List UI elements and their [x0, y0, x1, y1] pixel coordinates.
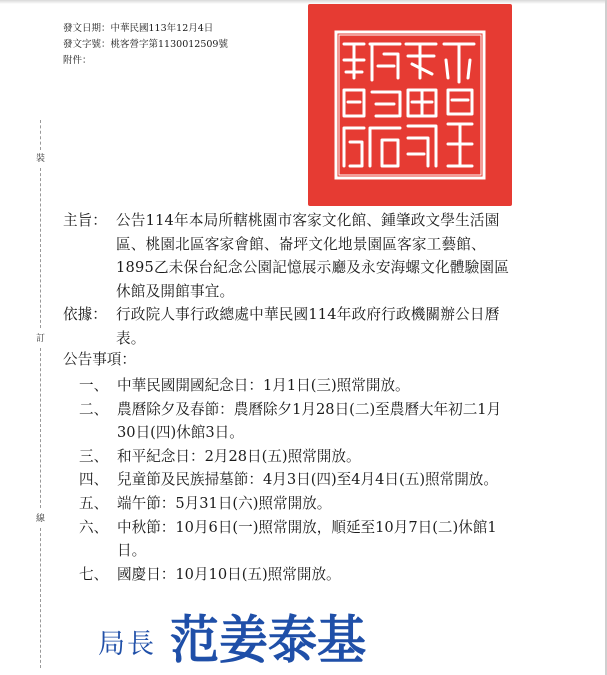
- binding-mark-zhuang: 裝: [36, 154, 46, 164]
- item-number: 三、: [79, 447, 109, 465]
- notice-item: [79, 445, 599, 469]
- meta-number-value: 桃客營字第1130012509號: [110, 39, 228, 50]
- item-text: 端午節：5月31日(六)照常開放。: [117, 494, 332, 512]
- document-meta: [63, 21, 228, 69]
- meta-date-value: 中華民國113年12月4日: [110, 23, 214, 34]
- notice-item: [79, 492, 599, 516]
- notice-item: [79, 398, 599, 445]
- notice-item: [79, 468, 599, 492]
- subject-line: 區、桃園北區客家會館、崙坪文化地景園區客家工藝館、: [116, 235, 486, 253]
- binding-dash: [40, 168, 41, 328]
- item-text: 農曆除夕及春節：農曆除夕1月28日(二)至農曆大年初二1月: [117, 400, 502, 418]
- subject-heading: 主旨：: [63, 212, 107, 229]
- signature-name: 范姜泰基: [170, 610, 367, 671]
- subject-line: 公告114年本局所轄桃園市客家文化館、鍾肇政文學生活園: [116, 212, 500, 229]
- item-text: 日。: [117, 542, 147, 560]
- item-text: 和平紀念日：2月28日(五)照常開放。: [117, 447, 361, 465]
- subject-line: 休館及開館事宜。: [116, 282, 235, 300]
- item-number: 一、: [79, 377, 109, 394]
- official-seal: [308, 4, 512, 206]
- subject-line: 1895乙未保台紀念公園記憶展示廳及永安海螺文化體驗園區: [116, 259, 509, 277]
- item-text: 中秋節：10月6日(一)照常開放，順延至10月7日(二)休館1: [117, 518, 497, 536]
- item-number: 七、: [79, 565, 109, 583]
- notice-items-heading: 公告事項：: [63, 351, 136, 368]
- notice-items-list: [79, 374, 599, 586]
- notice-item: [79, 374, 599, 398]
- meta-date: [63, 21, 228, 37]
- signature-title: 局長: [98, 629, 156, 660]
- binding-dash: [40, 120, 41, 150]
- item-number: 二、: [79, 400, 109, 418]
- page-top-edge: [0, 0, 607, 4]
- binding-dash: [40, 528, 41, 668]
- basis-heading: 依據：: [63, 306, 107, 324]
- binding-mark-ding: 訂: [36, 334, 46, 344]
- item-text: 兒童節及民族掃墓節：4月3日(四)至4月4日(五)照常開放。: [117, 471, 498, 489]
- binding-mark-xian: 線: [36, 514, 46, 524]
- seal-stamp-graphic: [308, 4, 512, 206]
- basis-line: 表。: [116, 329, 146, 347]
- meta-number: [63, 37, 228, 53]
- director-signature: [98, 600, 398, 675]
- item-number: 四、: [79, 471, 109, 489]
- document-body: [63, 209, 595, 351]
- meta-attachment: [63, 53, 228, 69]
- meta-date-label: 發文日期：: [63, 23, 111, 34]
- item-text: 中華民國開國紀念日：1月1日(三)照常開放。: [117, 377, 410, 394]
- basis-paragraph: [63, 303, 595, 350]
- item-text: 國慶日：10月10日(五)照常開放。: [117, 565, 341, 583]
- notice-item: [79, 516, 599, 563]
- notice-item: [79, 563, 599, 587]
- subject-paragraph: [63, 209, 595, 303]
- item-number: 六、: [79, 518, 109, 536]
- item-text: 30日(四)休館3日。: [117, 424, 244, 442]
- binding-dash: [40, 348, 41, 508]
- meta-attachment-label: 附件：: [63, 55, 92, 66]
- item-number: 五、: [79, 494, 109, 512]
- basis-line: 行政院人事行政總處中華民國114年政府行政機關辦公日曆: [116, 306, 500, 324]
- meta-number-label: 發文字號：: [63, 39, 111, 50]
